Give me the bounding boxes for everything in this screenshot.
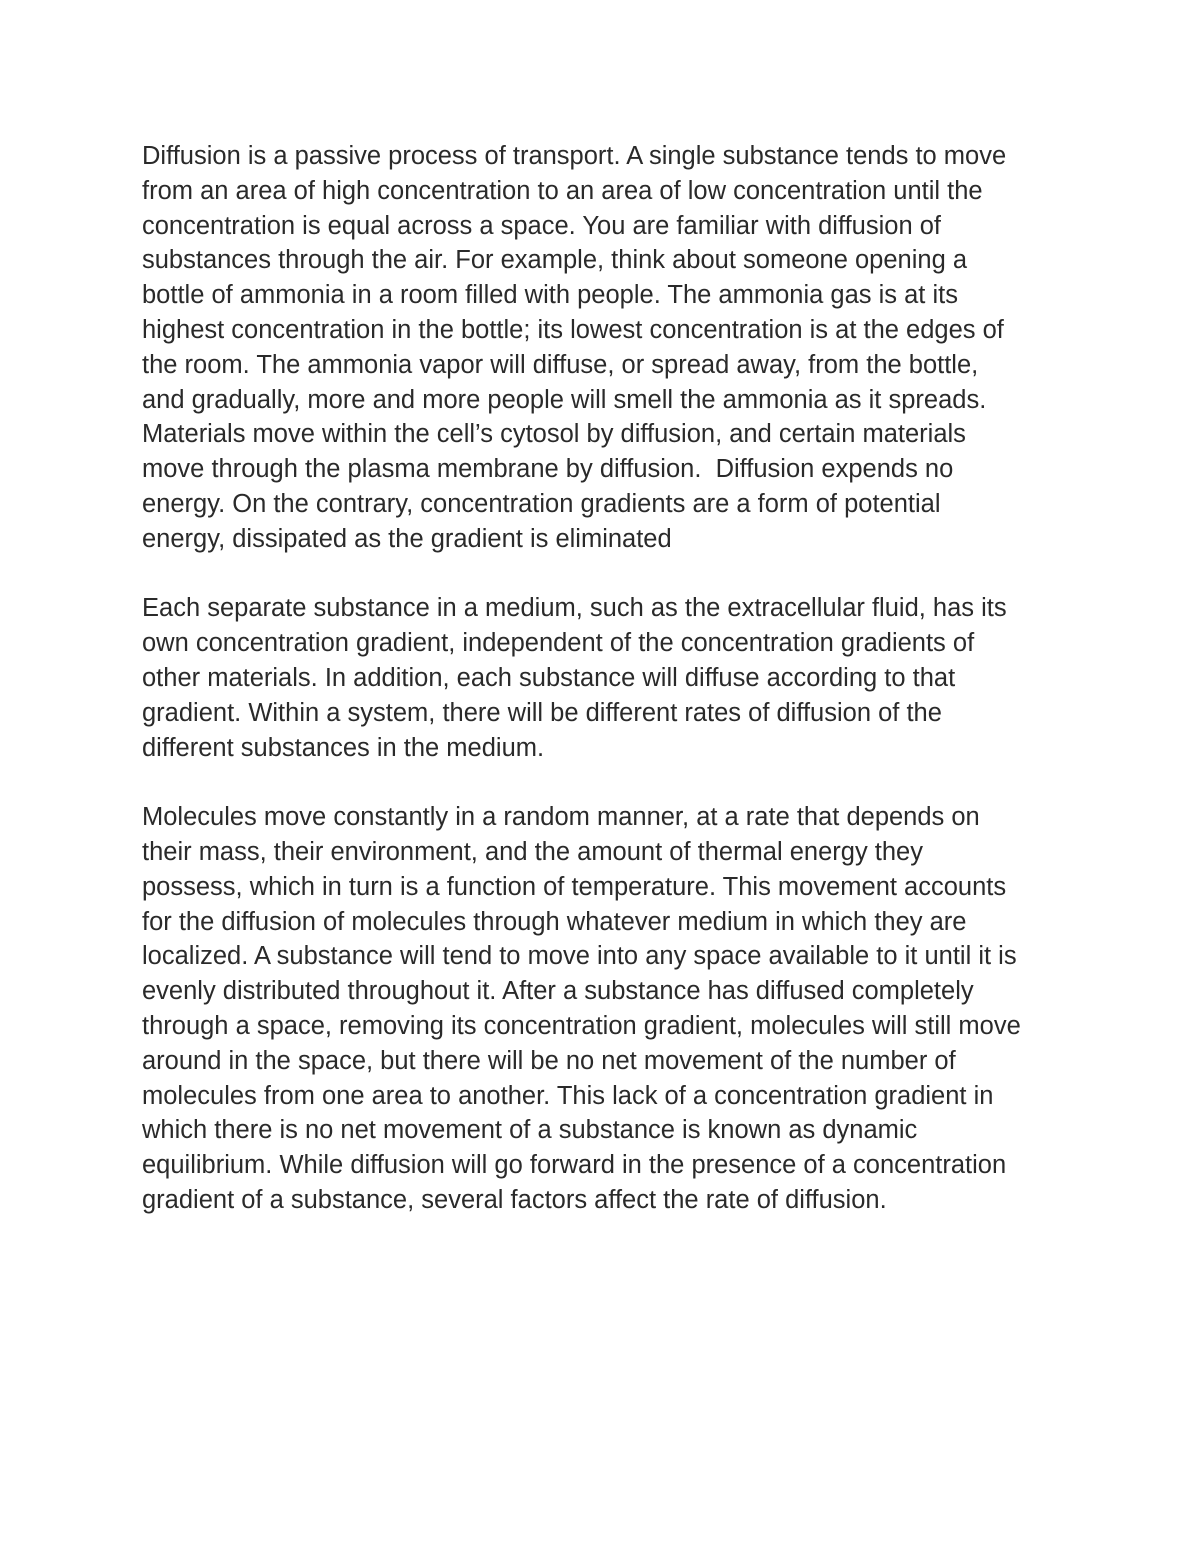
text-line: the room. The ammonia vapor will diffuse, or spread away, from the bottle, [142, 350, 979, 379]
text-line: around in the space, but there will be no net movement of the number of [142, 1046, 956, 1075]
text-line: molecules from one area to another. This lack of a concentration gradient in [142, 1081, 994, 1110]
text-line: their mass, their environment, and the amount of thermal energy they [142, 837, 923, 866]
paragraph-molecular-movement [142, 800, 1082, 1218]
text-line: gradient of a substance, several factors affect the rate of diffusion. [142, 1185, 887, 1214]
paragraph-concentration-gradients [142, 591, 1082, 765]
text-line: bottle of ammonia in a room filled with people. The ammonia gas is at its [142, 281, 958, 310]
text-line: own concentration gradient, independent of the concentration gradients of [142, 629, 975, 658]
text-line: highest concentration in the bottle; its lowest concentration is at the edges of [142, 315, 1004, 344]
text-line: for the diffusion of molecules through whatever medium in which they are [142, 907, 967, 936]
text-line: different substances in the medium. [142, 733, 545, 762]
text-line: Molecules move constantly in a random manner, at a rate that depends on [142, 803, 980, 832]
paragraph-diffusion-intro [142, 139, 1082, 557]
text-line: and gradually, more and more people will smell the ammonia as it spreads. [142, 385, 987, 414]
text-line: gradient. Within a system, there will be different rates of diffusion of the [142, 698, 942, 727]
text-line: localized. A substance will tend to move into any space available to it until it is [142, 942, 1017, 971]
text-line: possess, which in turn is a function of temperature. This movement accounts [142, 872, 1007, 901]
text-line: evenly distributed throughout it. After a substance has diffused completely [142, 977, 974, 1006]
text-line: move through the plasma membrane by diffusion. Diffusion expends no [142, 455, 954, 484]
text-line: from an area of high concentration to an area of low concentration until the [142, 176, 983, 205]
text-line: Materials move within the cell’s cytosol by diffusion, and certain materials [142, 420, 966, 449]
text-line: concentration is equal across a space. You are familiar with diffusion of [142, 211, 941, 240]
text-line: other materials. In addition, each substance will diffuse according to that [142, 663, 956, 692]
text-line: substances through the air. For example, think about someone opening a [142, 246, 968, 275]
text-line: Each separate substance in a medium, such as the extracellular fluid, has its [142, 594, 1007, 623]
text-line: through a space, removing its concentration gradient, molecules will still move [142, 1011, 1021, 1040]
text-line: equilibrium. While diffusion will go forward in the presence of a concentration [142, 1151, 1007, 1180]
document-body [142, 139, 1082, 1218]
text-line: Diffusion is a passive process of transport. A single substance tends to move [142, 142, 1007, 170]
text-line: which there is no net movement of a substance is known as dynamic [142, 1116, 918, 1145]
text-line: energy. On the contrary, concentration gradients are a form of potential [142, 489, 941, 518]
text-line: energy, dissipated as the gradient is eliminated [142, 524, 672, 553]
